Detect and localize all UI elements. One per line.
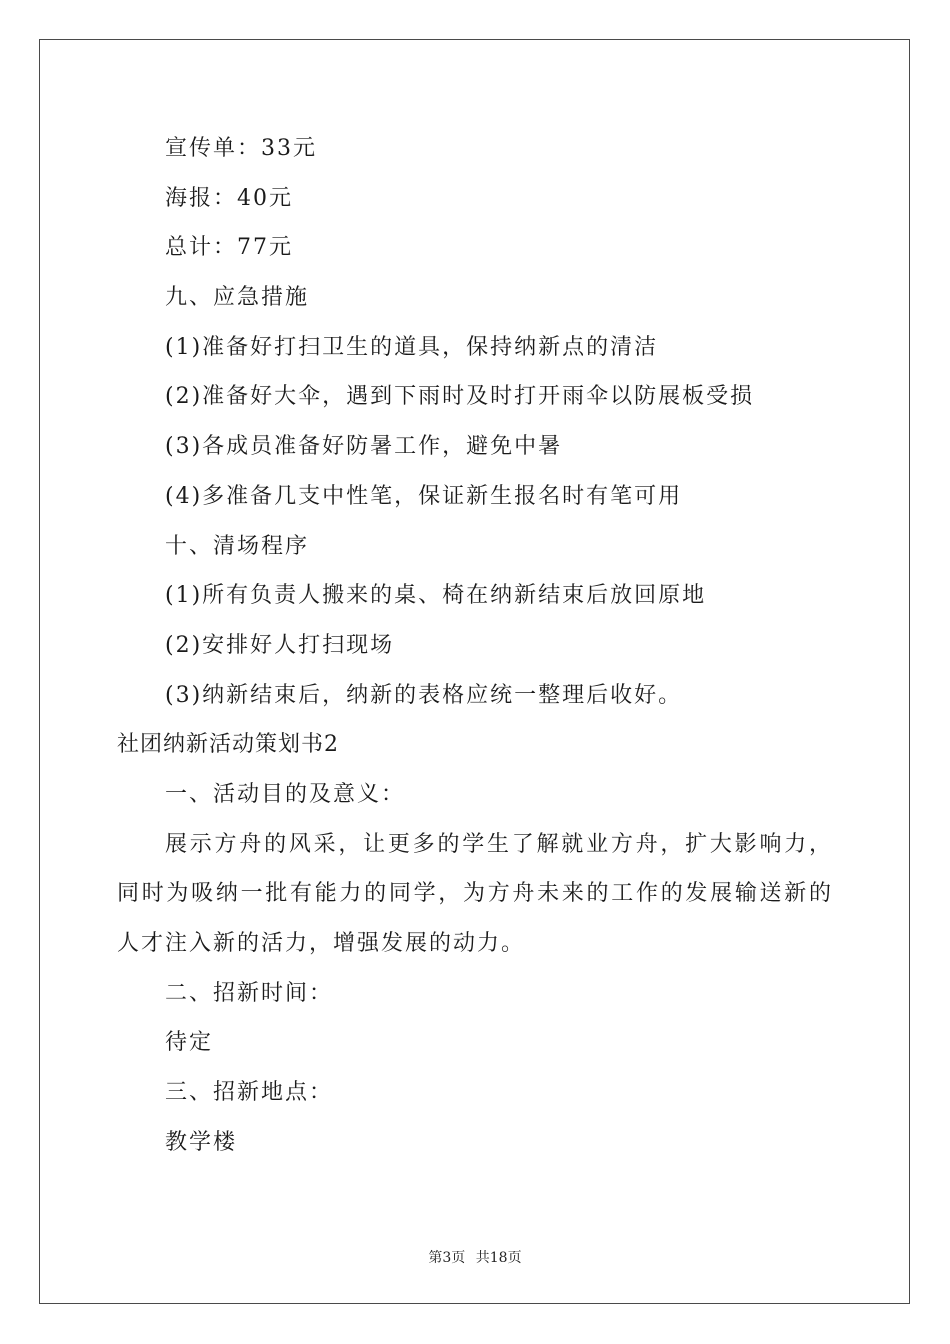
purpose-paragraph: 展示方舟的风采，让更多的学生了解就业方舟，扩大影响力，同时为吸纳一批有能力的同学，为方舟未来的工作的发展输送新的人才注入新的活力，增强发展的动力。 (117, 831, 833, 957)
page-number-total: 共18页 (475, 1250, 522, 1266)
cleanup-item-3: (3)纳新结束后，纳新的表格应统一整理后收好。 (165, 682, 683, 708)
section-title: 社团纳新活动策划书2 (117, 732, 339, 758)
place-heading: 三、招新地点： (165, 1080, 334, 1106)
cleanup-item-1: (1)所有负责人搬来的桌、椅在纳新结束后放回原地 (165, 583, 707, 609)
document-body (117, 124, 837, 1167)
emergency-item-3: (3)各成员准备好防暑工作，避免中暑 (165, 434, 563, 460)
page-number-current: 第3页 (428, 1250, 466, 1266)
place-value: 教学楼 (165, 1129, 238, 1155)
cleanup-heading: 十、清场程序 (165, 533, 310, 559)
emergency-item-1: (1)准备好打扫卫生的道具，保持纳新点的清洁 (165, 334, 659, 360)
emergency-item-2: (2)准备好大伞，遇到下雨时及时打开雨伞以防展板受损 (165, 384, 755, 410)
budget-poster-line: 海报：40元 (165, 185, 293, 211)
emergency-heading: 九、应急措施 (165, 285, 310, 311)
cleanup-item-2: (2)安排好人打扫现场 (165, 632, 395, 658)
budget-total-line: 总计：77元 (165, 235, 293, 261)
emergency-item-4: (4)多准备几支中性笔，保证新生报名时有笔可用 (165, 483, 683, 509)
budget-flyer-line: 宣传单：33元 (165, 136, 317, 161)
time-value: 待定 (165, 1030, 214, 1056)
purpose-heading: 一、活动目的及意义： (165, 781, 406, 807)
page-footer (0, 1247, 950, 1267)
time-heading: 二、招新时间： (165, 980, 334, 1006)
